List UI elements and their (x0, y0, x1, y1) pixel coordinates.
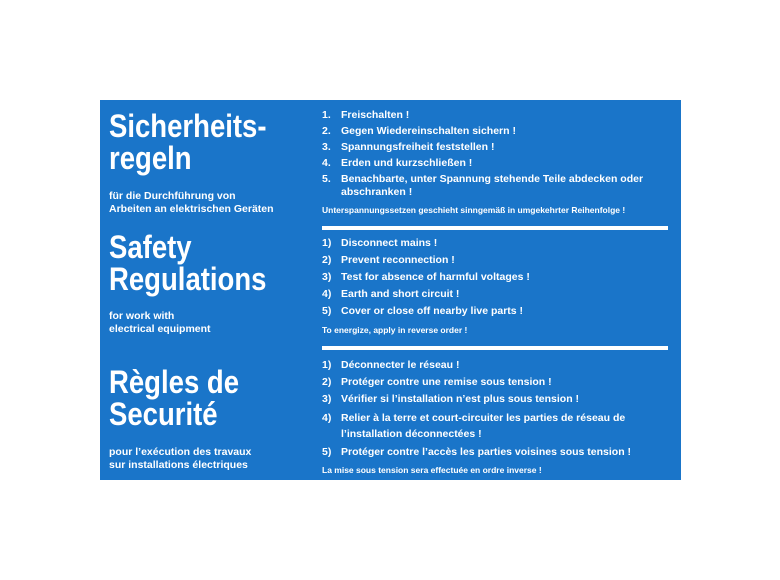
german-heading-line2: regeln (109, 140, 192, 176)
list-item: 2) Prevent reconnection ! (322, 254, 455, 266)
list-item: 3. Spannungsfreiheit feststellen ! (322, 141, 495, 153)
german-subtitle-line1: für die Durchführung von (109, 190, 236, 202)
german-subtitle (109, 190, 274, 215)
list-item: 1) Disconnect mains ! (322, 237, 438, 249)
list-item: 2. Gegen Wiedereinschalten sichern ! (322, 125, 516, 137)
french-rules (322, 359, 672, 475)
list-item: 4) Earth and short circuit ! (322, 288, 460, 300)
german-heading (109, 110, 267, 174)
english-subtitle-line2: electrical equipment (109, 322, 211, 335)
english-note: To energize, apply in reverse order ! (322, 325, 468, 335)
english-rules (322, 237, 672, 335)
french-heading-line2: Securité (109, 396, 218, 432)
list-item: 4) Relier à la terre et court-circuiter les parties de réseau de l’installation déconnectées ! (322, 412, 626, 440)
german-subtitle-line2: Arbeiten an elektrischen Geräten (109, 202, 274, 215)
german-heading-line1: Sicherheits- (109, 108, 267, 144)
safety-regulations-sign (100, 100, 681, 480)
german-rules-list (322, 109, 672, 199)
divider-rule (322, 346, 668, 350)
french-heading-line1: Règles de (109, 364, 240, 400)
list-item: 3) Vérifier si l’installation n’est plus sous tension ! (322, 393, 580, 405)
german-rules (322, 109, 672, 215)
english-subtitle-line1: for work with (109, 310, 175, 322)
french-subtitle-line1: pour l’exécution des travaux (109, 446, 252, 458)
english-heading-line2: Regulations (109, 261, 267, 297)
list-item: 1) Déconnecter le réseau ! (322, 359, 460, 371)
list-item: 5) Protéger contre l’accès les parties voisines sous tension ! (322, 446, 632, 458)
list-item: 5. Benachbarte, unter Spannung stehende Teile abdecken oder abschranken ! (322, 173, 644, 198)
french-rules-list (322, 359, 672, 459)
french-subtitle-line2: sur installations électriques (109, 458, 248, 471)
french-heading (109, 366, 239, 430)
french-subtitle (109, 446, 251, 471)
english-heading (109, 231, 266, 295)
list-item: 1. Freischalten ! (322, 109, 410, 121)
english-heading-line1: Safety (109, 229, 192, 265)
divider-rule (322, 226, 668, 230)
list-item: 3) Test for absence of harmful voltages ! (322, 271, 530, 283)
english-rules-list (322, 237, 672, 318)
list-item: 4. Erden und kurzschließen ! (322, 157, 473, 169)
german-note: Unterspannungssetzen geschieht sinngemäß in umgekehrter Reihenfolge ! (322, 205, 626, 215)
list-item: 2) Protéger contre une remise sous tension ! (322, 376, 552, 388)
french-note: La mise sous tension sera effectuée en ordre inverse ! (322, 465, 542, 475)
list-item: 5) Cover or close off nearby live parts ! (322, 305, 524, 317)
english-subtitle (109, 310, 211, 335)
